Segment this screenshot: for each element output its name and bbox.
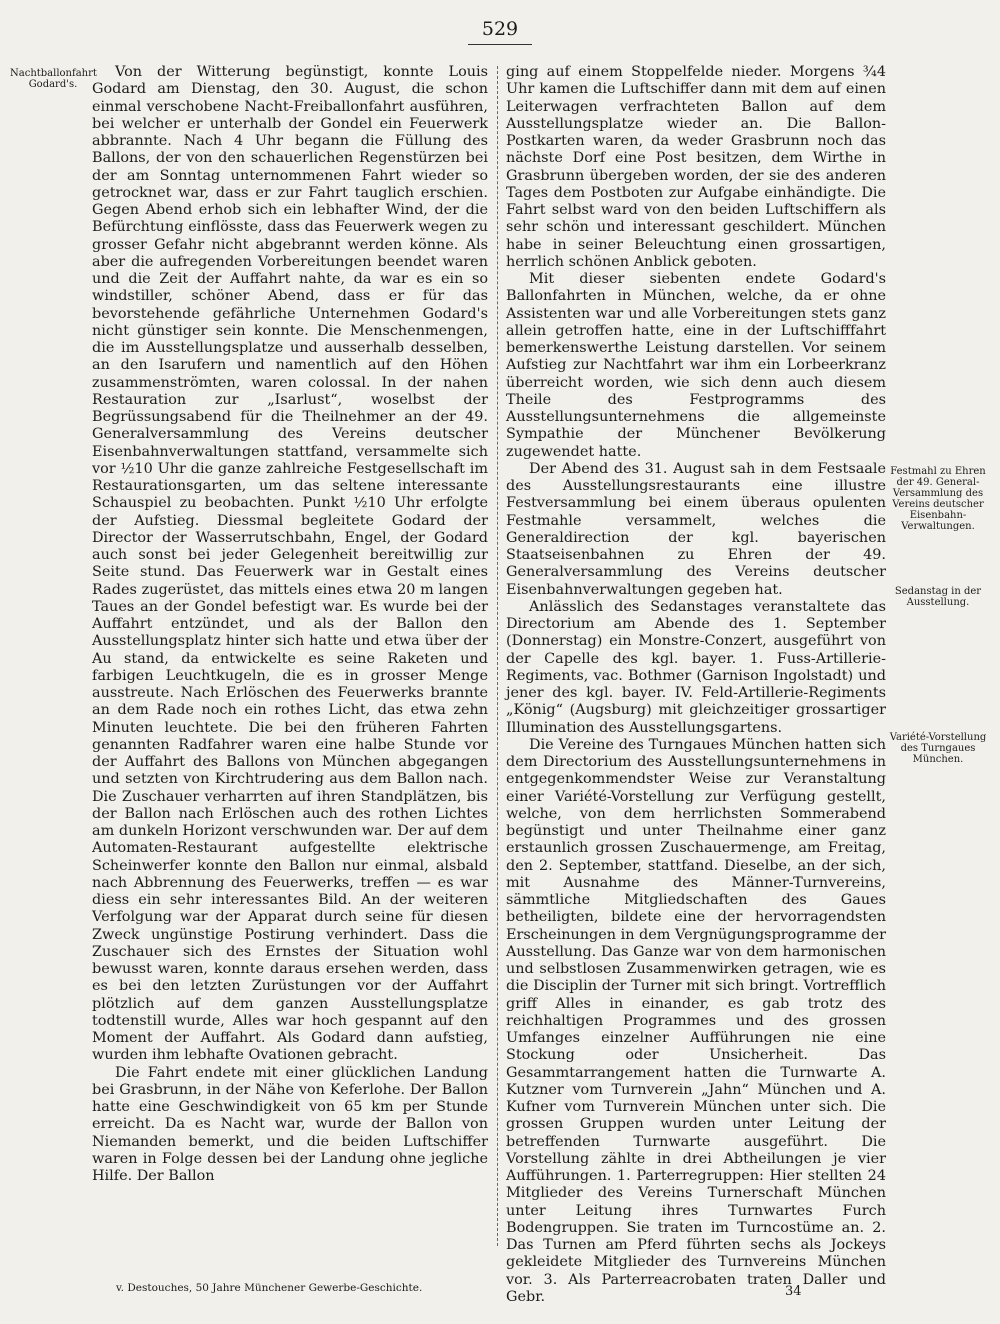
paragraph: Anlässlich des Sedanstages veranstaltete das Directorium am Abende des 1. September (Donnerstag) ein Monstre-Conzert, ausgeführt von der Capelle des kgl. bayer. 1. Fuss-Artillerie-Regiments, vac. Bothmer (Garnison Ingolstadt) und jener des kgl. bayer. IV. Feld-Artillerie-Regiments „König“ (Augsburg) mit gleichzeitiger grossartiger Illumination des Ausstellungsgartens. (506, 598, 886, 736)
paragraph: Von der Witterung begünstigt, konnte Louis Godard am Dienstag, den 30. August, die schon einmal verschobene Nacht-Freiballonfahrt ausführen, bei welcher er unterhalb der Gondel ein Feuerwerk abbrannte. Nach 4 Uhr begann die Füllung des Ballons, der von den schauerlichen Regenstürzen bei der am Sonntag unternommenen Fahrt wieder so getrocknet war, dass er zur Fahrt tauglich erschien. Gegen Abend erhob sich ein lebhafter Wind, der die Befürchtung einflösste, dass das Feuerwerk wegen zu grosser Gefahr nicht abgebrannt werden könne. Als aber die aufregenden Vorbereitungen beendet waren und die Zeit der Auffahrt nahte, da war es ein so windstiller, schöner Abend, dass er für das bevorstehende gefährliche Unternehmen Godard's nicht günstiger sein konnte. Die Menschenmengen, die im Ausstellungsplatze und ausserhalb desselben, an den Isarufern und namentlich auf den Höhen zusammenströmten, waren colossal. In der nahen Restauration zur „Isarlust“, woselbst der Begrüssungsabend für die Theilnehmer an der 49. Generalversammlung des Vereins deutscher Eisenbahnverwaltungen stattfand, versammelte sich vor ½10 Uhr die ganze zahlreiche Festgesellschaft im Restaurationsgarten, um das seltene interessante Schauspiel zu beobachten. Punkt ½10 Uhr erfolgte der Aufstieg. Diessmal begleitete Godard der Director der Wasserrutschbahn, Engel, der Godard auch sonst bei jeder Gelegenheit bereitwillig zur Seite stund. Das Feuerwerk war in Gestalt eines Rades zugerüstet, das mittels eines etwa 20 m langen Taues an der Gondel befestigt war. Es wurde bei der Auffahrt entzündet, und als der Ballon den Ausstellungsplatz hinter sich hatte und etwa über der Au stand, da entwickelte es seine Raketen und farbigen Leuchtkugeln, die es in grosser Menge ausstreute. Nach Erlöschen des Feuerwerks brannte an dem Rade noch ein rothes Licht, das etwa zehn Minuten leuchtete. Die bei den früheren Fahrten genannten Radfahrer waren eine halbe Stunde vor der Auffahrt des Ballons von München abgegangen und setzten von Kirchtrudering aus dem Ballon nach. Die Zuschauer verharrten auf ihren Standplätzen, bis der Ballon nach Erlöschen auch des rothen Lichtes am dunkeln Horizont verschwunden war. Der auf dem Automaten-Restaurant aufgestellte elektrische Scheinwerfer konnte den Ballon nur einmal, alsbald nach Abbrennung des Feuerwerks, treffen — es war diess ein sehr interessantes Bild. An der weiteren Verfolgung war der Apparat durch seine für diesen Zweck ungünstige Postirung verhindert. Dass die Zuschauer sich des Ernstes der Situation wohl bewusst waren, konnte daraus ersehen werden, dass es bei den letzten Zurüstungen vor der Auffahrt plötzlich auf dem ganzen Ausstellungsplatze todtenstill wurde, Alles war hoch gespannt auf den Moment der Auffahrt. Als Godard dann aufstieg, wurden ihm lebhafte Ovationen gebracht. (92, 64, 488, 1064)
margin-note-sedanstag: Sedanstag in der Ausstellung. (894, 586, 982, 608)
left-column (92, 64, 488, 1185)
signature-mark: 34 (785, 1284, 802, 1299)
margin-note-festmahl: Festmahl zu Ehren der 49. General-Versammlung des Vereins deutscher Eisenbahn-Verwaltungen. (890, 466, 986, 532)
margin-note-variete: Variété-Vorstellung des Turngaues München. (889, 732, 987, 765)
paragraph: Die Fahrt endete mit einer glücklichen Landung bei Grasbrunn, in der Nähe von Keferlohe. Der Ballon hatte eine Geschwindigkeit von 65 km per Stunde erreicht. Da es Nacht war, wurde der Ballon von Niemanden bemerkt, und die beiden Luftschiffer waren in Folge dessen bei der Landung ohne jegliche Hilfe. Der Ballon (92, 1064, 488, 1184)
right-column (506, 64, 886, 1306)
margin-note-nachtballonfahrt: Nachtballonfahrt Godard's. (10, 68, 97, 90)
column-divider (497, 66, 498, 1246)
paragraph: Mit dieser siebenten endete Godard's Ballonfahrten in München, welche, da er ohne Assistenten war und alle Vorbereitungen stets ganz allein getroffen hatte, eine in der Luftschifffahrt bemerkenswerthe Leistung darstellen. Vor seinem Aufstieg zur Nachtfahrt war ihm ein Lorbeerkranz überreicht worden, wie sich denn auch diesem Theile des Festprogramms des Ausstellungsunternehmens die allgemeinste Sympathie der Münchener Bevölkerung zugewendet hatte. (506, 271, 886, 460)
paragraph: ging auf einem Stoppelfelde nieder. Morgens ¾4 Uhr kamen die Luftschiffer dann mit dem auf einen Leiterwagen verfrachteten Ballon auf dem Ausstellungsplatze wieder an. Die Ballon-Postkarten waren, da weder Grasbrunn noch das nächste Dorf eine Post besitzen, dem Wirthe in Grasbrunn übergeben worden, der sie des anderen Tages dem Postboten zur Aufgabe einhändigte. Die Fahrt selbst ward von den beiden Luftschiffern als sehr schön und interessant geschildert. München habe in seiner Beleuchtung einen grossartigen, herrlich schönen Anblick geboten. (506, 64, 886, 270)
page-number: 529 (481, 18, 519, 40)
source-footnote: v. Destouches, 50 Jahre Münchener Gewerbe-Geschichte. (116, 1282, 423, 1294)
page-number-rule (468, 44, 532, 45)
paragraph: Der Abend des 31. August sah in dem Festsaale des Ausstellungsrestaurants eine illustre Festversammlung bei einem überaus opulenten Festmahle versammelt, welches die Generaldirection der kgl. bayerischen Staatseisenbahnen zu Ehren der 49. Generalversammlung des Vereins deutscher Eisenbahnverwaltungen gegeben hat. (506, 460, 886, 598)
paragraph: Die Vereine des Turngaues München hatten sich dem Directorium des Ausstellungsunternehmens in entgegenkommendster Weise zur Veranstaltung einer Variété-Vorstellung zur Verfügung gestellt, welche, von dem herrlichsten Sommerabend begünstigt und unter Theilnahme einer ganz erstaunlich grossen Zuschauermenge, am Freitag, den 2. September, stattfand. Dieselbe, an der sich, mit Ausnahme des Männer-Turnvereins, sämmtliche Mitgliedschaften des Gaues betheiligten, bildete eine der hervorragendsten Erscheinungen in dem Vergnügungsprogramme der Ausstellung. Das Ganze war von dem harmonischen und selbstlosen Zusammenwirken getragen, wie es die Disciplin der Turner mit sich bringt. Vortrefflich griff Alles in einander, es gab trotz des reichhaltigen Programmes und des grossen Umfanges einzelner Aufführungen nie eine Stockung oder Unsicherheit. Das Gesammtarrangement hatten die Turnwarte A. Kutzner vom Turnverein „Jahn“ München und A. Kufner vom Turnverein München unter sich. Die grossen Gruppen wurden unter Leitung der betreffenden Turnwarte ausgeführt. Die Vorstellung zählte in drei Abtheilungen je vier Aufführungen. 1. Parterregruppen: Hier stellten 24 Mitglieder des Vereins Turnerschaft München unter Leitung ihres Turnwartes Furch Bodengruppen. Sie traten im Turncostüme an. 2. Das Turnen am Pferd führten sechs als Jockeys gekleidete Mitglieder des Turnvereins München vor. 3. Als Parterreacrobaten traten Daller und Gebr. (506, 736, 886, 1305)
